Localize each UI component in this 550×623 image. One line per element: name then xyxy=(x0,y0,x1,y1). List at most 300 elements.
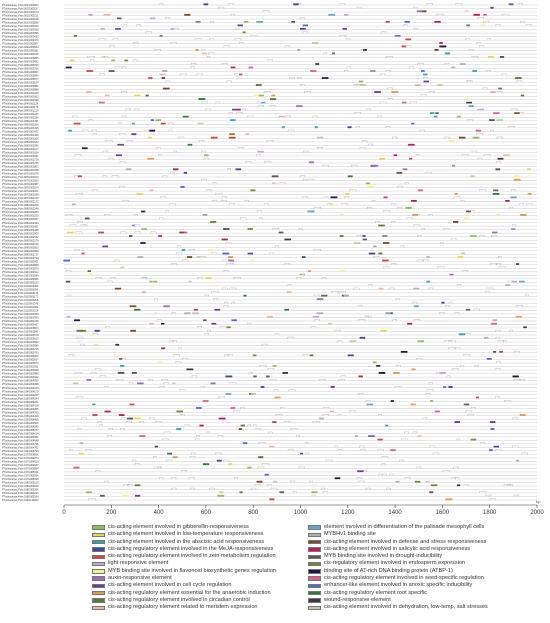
cis-element-box xyxy=(422,10,427,12)
cis-element-box xyxy=(119,358,122,360)
cis-element-box xyxy=(383,242,390,244)
row-label: PTrichocarpa_Potri.004G001247 xyxy=(2,112,39,116)
cis-element-box xyxy=(393,372,399,374)
cis-element-box xyxy=(493,193,500,195)
row-label: PTrichocarpa_Potri.018G005206 xyxy=(2,488,39,492)
cis-element-box xyxy=(134,95,140,97)
row-label: PTrichocarpa_Potri.002G000433 xyxy=(2,35,39,39)
legend-swatch xyxy=(308,533,321,537)
row-label: PTrichocarpa_Potri.016G004799 xyxy=(2,449,39,453)
legend-item xyxy=(92,553,297,560)
cis-element-box xyxy=(429,491,433,493)
legend-swatch xyxy=(308,555,321,559)
cis-element-box xyxy=(369,253,376,255)
legend-item xyxy=(92,539,297,546)
cis-element-box xyxy=(179,232,184,234)
cis-element-box xyxy=(488,56,494,58)
legend-swatch xyxy=(92,525,105,529)
row-label: PTrichocarpa_Potri.008G002357 xyxy=(2,218,39,222)
axis-unit-label: bp xyxy=(536,499,541,504)
cis-element-box xyxy=(167,453,172,455)
cis-element-box xyxy=(173,456,178,458)
row-label: PTrichocarpa_Potri.018G005243 xyxy=(2,492,39,496)
row-label: PTrichocarpa_Potri.009G002468 xyxy=(2,228,39,232)
cis-element-box xyxy=(490,7,493,9)
cis-element-box xyxy=(239,491,242,493)
legend-item xyxy=(92,531,297,538)
legend-item xyxy=(308,575,513,582)
row-label: PTrichocarpa_Potri.001G000211 xyxy=(2,14,39,18)
row-label: PTrichocarpa_Potri.003G000840 xyxy=(2,74,39,78)
cis-element-box xyxy=(396,172,402,174)
cis-element-box xyxy=(358,376,362,378)
cis-element-box xyxy=(418,435,422,437)
row-label: PTrichocarpa_Potri.009G002579 xyxy=(2,239,39,243)
cis-element-box xyxy=(95,330,100,332)
cis-element-box xyxy=(184,312,190,314)
row-label: PTrichocarpa_Potri.016G004688 xyxy=(2,439,39,443)
cis-element-box xyxy=(102,246,108,248)
cis-element-box xyxy=(493,351,496,353)
cis-element-box xyxy=(225,376,232,378)
cis-element-box xyxy=(153,281,157,283)
legend-label: MYB binding site involved in flavonoid biosynthetic genes regulation xyxy=(108,567,276,574)
cis-element-box xyxy=(391,91,398,93)
row-label: PTrichocarpa_Potri.007G001876 xyxy=(2,172,39,176)
cis-element-box xyxy=(310,354,313,356)
row-label: PTrichocarpa_Potri.001G000322 xyxy=(2,25,39,29)
cis-element-box xyxy=(405,39,411,41)
x-tick-label: 200 xyxy=(106,510,117,516)
cis-element-box xyxy=(340,214,344,216)
row-label: PTrichocarpa_Potri.011G003282 xyxy=(2,306,39,310)
row-label: PTrichocarpa_Potri.016G004577 xyxy=(2,428,39,432)
cis-element-box xyxy=(246,133,250,135)
cis-element-box xyxy=(117,144,124,146)
row-label: PTrichocarpa_Potri.001G000137 xyxy=(2,7,39,11)
x-tick-label: 1000 xyxy=(293,510,308,516)
cis-element-box xyxy=(187,256,192,258)
legend-item xyxy=(308,604,513,611)
cis-element-box xyxy=(279,491,284,493)
cis-element-box xyxy=(459,333,465,335)
cis-element-box xyxy=(316,312,323,314)
cis-element-box xyxy=(149,281,152,283)
legend-item xyxy=(308,590,513,597)
row-label: PTrichocarpa_Potri.006G001765 xyxy=(2,162,39,166)
cis-element-box xyxy=(231,319,237,321)
cis-element-box xyxy=(321,295,327,297)
row-label: PTrichocarpa_Potri.002G000581 xyxy=(2,49,39,53)
row-label: PTrichocarpa_Potri.004G001062 xyxy=(2,95,39,99)
cis-element-box xyxy=(184,14,190,16)
cis-element-box xyxy=(363,239,367,241)
legend-swatch xyxy=(308,598,321,602)
legend-label: cis-acting element involved in cell cycle regulation xyxy=(108,582,232,589)
row-label: PTrichocarpa_Potri.001G000285 xyxy=(2,21,39,25)
cis-element-box xyxy=(434,21,440,23)
cis-element-box xyxy=(148,137,152,139)
cis-element-box xyxy=(279,116,284,118)
legend-item xyxy=(308,531,513,538)
cis-element-box xyxy=(378,439,383,441)
row-label: PTrichocarpa_Potri.015G004355 xyxy=(2,407,39,411)
cis-element-box xyxy=(383,196,387,198)
cis-element-box xyxy=(256,21,263,23)
legend-item xyxy=(92,604,297,611)
cis-element-box xyxy=(366,404,373,406)
cis-element-box xyxy=(449,140,455,142)
row-label: PTrichocarpa_Potri.011G003097 xyxy=(2,288,39,292)
legend-swatch xyxy=(308,547,321,551)
cis-element-box xyxy=(273,365,277,367)
row-label: PTrichocarpa_Potri.012G003467 xyxy=(2,323,39,327)
cis-element-box xyxy=(243,442,248,444)
cis-element-box xyxy=(104,411,110,413)
legend-label: cis-regulatory element involved in endosperm expression xyxy=(324,560,466,567)
cis-element-box xyxy=(202,53,207,55)
cis-element-box xyxy=(134,418,140,420)
legend-label: cis-acting element involved in gibberellin-responsiveness xyxy=(108,524,249,530)
cis-element-box xyxy=(140,242,145,244)
legend-label: cis-acting regulatory element involved in zein metabolism regulation xyxy=(108,553,276,560)
legend-item xyxy=(92,590,297,597)
cis-element-box xyxy=(258,456,263,458)
cis-element-box xyxy=(161,347,165,349)
cis-element-box xyxy=(136,193,143,195)
legend-item xyxy=(308,582,513,589)
cis-element-box xyxy=(161,323,164,325)
cis-element-box xyxy=(287,291,292,293)
cis-element-box xyxy=(435,411,440,413)
cis-element-box xyxy=(158,361,163,363)
row-label: PTrichocarpa_Potri.006G001580 xyxy=(2,144,39,148)
cis-element-box xyxy=(149,130,155,132)
cis-element-box xyxy=(514,179,521,181)
cis-element-box xyxy=(310,70,316,72)
row-label: PTrichocarpa_Potri.003G000951 xyxy=(2,84,39,88)
cis-element-box xyxy=(73,467,79,469)
cis-element-box xyxy=(350,340,357,342)
row-label: PTrichocarpa_Potri.002G000396 xyxy=(2,32,39,36)
cis-element-box xyxy=(491,323,497,325)
cis-element-box xyxy=(359,81,364,83)
cis-element-box xyxy=(129,235,132,237)
row-label: PTrichocarpa_Potri.007G002061 xyxy=(2,190,39,194)
cis-element-box xyxy=(303,24,308,26)
cis-element-box xyxy=(315,126,318,128)
row-label: PTrichocarpa_Potri.003G000766 xyxy=(2,67,39,71)
cis-element-box xyxy=(311,491,317,493)
cis-element-box xyxy=(374,91,381,93)
cis-element-box xyxy=(423,81,428,83)
cis-element-box xyxy=(457,116,461,118)
cis-element-box xyxy=(98,232,104,234)
cis-element-box xyxy=(282,126,285,128)
cis-element-box xyxy=(229,137,236,139)
cis-element-box xyxy=(151,119,154,121)
cis-element-box xyxy=(293,3,299,5)
cis-element-box xyxy=(520,214,527,216)
cis-element-box xyxy=(466,309,471,311)
row-label: PTrichocarpa_Potri.013G003763 xyxy=(2,351,39,355)
cis-element-box xyxy=(301,274,304,276)
cis-element-box xyxy=(265,474,269,476)
legend-label: cis-acting regulatory element essential for the anaerobic induction xyxy=(108,589,271,596)
cis-element-box xyxy=(317,298,324,300)
row-label: PTrichocarpa_Potri.007G002024 xyxy=(2,186,39,190)
x-tick-label: 0 xyxy=(62,510,66,516)
row-label: PTrichocarpa_Potri.018G005280 xyxy=(2,495,39,499)
x-tick-label: 1800 xyxy=(483,510,497,516)
cis-element-box xyxy=(317,137,323,139)
cis-element-box xyxy=(177,411,183,413)
row-label: PTrichocarpa_Potri.011G003060 xyxy=(2,284,39,288)
legend-label: light responsive element xyxy=(108,560,169,567)
cis-element-box xyxy=(135,484,141,486)
cis-element-box xyxy=(162,70,167,72)
row-label: PTrichocarpa_Potri.005G001469 xyxy=(2,133,39,137)
cis-element-box xyxy=(232,109,236,111)
cis-element-box xyxy=(491,428,495,430)
cis-element-box xyxy=(146,95,149,97)
cis-element-box xyxy=(496,214,499,216)
cis-element-box xyxy=(241,425,245,427)
cis-element-box xyxy=(494,446,499,448)
cis-element-box xyxy=(328,323,332,325)
cis-element-box xyxy=(471,439,477,441)
cis-element-box xyxy=(315,63,319,65)
cis-element-box xyxy=(243,31,246,33)
cis-element-box xyxy=(139,435,145,437)
row-label: PTrichocarpa_Potri.006G001691 xyxy=(2,155,39,159)
cis-element-box xyxy=(82,253,85,255)
cis-element-box xyxy=(211,137,218,139)
cis-element-box xyxy=(344,14,348,16)
cis-element-box xyxy=(188,281,191,283)
cis-element-box xyxy=(512,376,518,378)
row-label: PTrichocarpa_Potri.010G002801 xyxy=(2,260,39,264)
cis-element-box xyxy=(466,24,470,26)
cis-element-box xyxy=(173,168,178,170)
cis-element-box xyxy=(489,449,493,451)
legend-swatch xyxy=(308,591,321,595)
row-label: PTrichocarpa_Potri.016G004725 xyxy=(2,442,39,446)
legend-label: cis-acting regulatory element related to meristem expression xyxy=(108,604,258,611)
row-label: PTrichocarpa_Potri.003G000692 xyxy=(2,60,39,64)
row-label: PTrichocarpa_Potri.002G000655 xyxy=(2,56,39,60)
cis-element-box xyxy=(379,158,385,160)
cis-element-box xyxy=(86,91,92,93)
legend xyxy=(92,524,512,620)
cis-element-box xyxy=(78,175,82,177)
row-label: PTrichocarpa_Potri.005G001395 xyxy=(2,126,39,130)
cis-element-box xyxy=(137,383,144,385)
cis-element-box xyxy=(204,154,209,156)
cis-element-box xyxy=(195,49,198,51)
cis-element-box xyxy=(411,369,415,371)
cis-element-box xyxy=(142,291,146,293)
cis-element-box xyxy=(162,77,165,79)
cis-element-box xyxy=(100,495,105,497)
cis-element-box xyxy=(149,323,153,325)
row-label: PTrichocarpa_Potri.015G004244 xyxy=(2,397,39,401)
cis-element-box xyxy=(417,10,422,12)
legend-label: cis-acting regulatory element involved in circadian control xyxy=(108,596,250,603)
cis-element-box xyxy=(395,481,399,483)
cis-element-box xyxy=(319,418,324,420)
cis-element-box xyxy=(228,256,233,258)
cis-element-box xyxy=(161,123,166,125)
cis-element-box xyxy=(411,200,417,202)
cis-element-box xyxy=(331,386,335,388)
cis-element-box xyxy=(426,281,429,283)
cis-element-box xyxy=(132,372,137,374)
legend-swatch xyxy=(308,606,321,610)
cis-element-box xyxy=(256,84,262,86)
row-label: PTrichocarpa_Potri.011G003208 xyxy=(2,298,39,302)
row-label: PTrichocarpa_Potri.014G003985 xyxy=(2,372,39,376)
cis-element-box xyxy=(118,372,125,374)
cis-element-box xyxy=(131,133,136,135)
row-label: PTrichocarpa_Potri.003G000914 xyxy=(2,81,39,85)
row-label: PTrichocarpa_Potri.011G003171 xyxy=(2,295,39,299)
cis-element-box xyxy=(170,28,174,30)
row-label: PTrichocarpa_Potri.007G002098 xyxy=(2,193,39,197)
cis-element-box xyxy=(257,481,263,483)
cis-element-box xyxy=(226,393,232,395)
cis-element-box xyxy=(217,460,222,462)
row-label: PTrichocarpa_Potri.002G000470 xyxy=(2,39,39,43)
row-label: PTrichocarpa_Potri.017G004910 xyxy=(2,460,39,464)
cis-element-box xyxy=(186,369,193,371)
cis-element-box xyxy=(466,102,472,104)
cis-element-box xyxy=(183,116,189,118)
cis-element-box xyxy=(126,168,132,170)
cis-element-box xyxy=(386,21,390,23)
cis-element-box xyxy=(197,256,201,258)
cis-element-box xyxy=(66,281,70,283)
cis-element-box xyxy=(104,14,111,16)
cis-element-box xyxy=(137,256,143,258)
cis-element-box xyxy=(296,105,303,107)
cis-element-box xyxy=(354,242,361,244)
cis-element-box xyxy=(503,154,510,156)
cis-element-box xyxy=(451,67,455,69)
cis-element-box xyxy=(282,372,288,374)
cis-element-box xyxy=(477,109,484,111)
row-label: PTrichocarpa_Potri.001G000100 xyxy=(2,4,39,8)
row-label: PTrichocarpa_Potri.006G001802 xyxy=(2,165,39,169)
cis-element-box xyxy=(401,351,408,353)
row-label: PTrichocarpa_Potri.007G001913 xyxy=(2,176,39,180)
row-label: PTrichocarpa_Potri.017G005095 xyxy=(2,478,39,482)
cis-element-box xyxy=(269,498,274,500)
cis-element-box xyxy=(480,24,485,26)
row-label: PTrichocarpa_Potri.006G001654 xyxy=(2,151,39,155)
legend-item xyxy=(92,575,297,582)
cis-element-box xyxy=(196,407,202,409)
legend-label: MYBHv1 binding site xyxy=(324,531,376,538)
cis-element-box xyxy=(514,175,519,177)
row-label: PTrichocarpa_Potri.013G003726 xyxy=(2,348,39,352)
row-label: PTrichocarpa_Potri.010G002838 xyxy=(2,263,39,267)
legend-label: cis-acting element involved in the abscisic acid responsiveness xyxy=(108,538,265,545)
cis-element-box xyxy=(230,119,236,121)
legend-item xyxy=(308,597,513,604)
legend-item xyxy=(308,560,513,567)
legend-label: wound-responsive element xyxy=(324,596,391,603)
cis-element-box xyxy=(115,28,121,30)
cis-element-box xyxy=(72,204,76,206)
cis-element-box xyxy=(493,189,498,191)
cis-element-box xyxy=(527,168,531,170)
legend-swatch xyxy=(92,555,105,559)
row-label: PTrichocarpa_Potri.004G001136 xyxy=(2,102,39,106)
cis-element-box xyxy=(421,70,425,72)
legend-swatch xyxy=(92,540,105,544)
row-label: PTrichocarpa_Potri.005G001358 xyxy=(2,123,39,127)
row-label: PTrichocarpa_Potri.017G004873 xyxy=(2,456,39,460)
cis-element-box xyxy=(257,151,263,153)
cis-element-box xyxy=(426,256,429,258)
row-label: PTrichocarpa_Potri.007G002135 xyxy=(2,197,39,201)
cis-element-box xyxy=(203,463,209,465)
row-label: PTrichocarpa_Potri.013G003689 xyxy=(2,344,39,348)
cis-element-box xyxy=(176,428,181,430)
cis-element-box xyxy=(202,214,207,216)
cis-element-box xyxy=(184,172,187,174)
cis-element-box xyxy=(342,28,347,30)
cis-element-box xyxy=(445,53,450,55)
row-label: PTrichocarpa_Potri.003G000803 xyxy=(2,70,39,74)
cis-element-box xyxy=(141,228,146,230)
cis-element-box xyxy=(458,256,464,258)
cis-element-box xyxy=(270,98,276,100)
cis-element-box xyxy=(414,305,419,307)
cis-elements xyxy=(63,3,532,500)
row-label: PTrichocarpa_Potri.001G000359 xyxy=(2,28,39,32)
row-label: PTrichocarpa_Potri.008G002394 xyxy=(2,221,39,225)
cis-element-box xyxy=(211,323,216,325)
cis-element-box xyxy=(284,239,291,241)
cis-element-box xyxy=(196,21,201,23)
row-label: PTrichocarpa_Potri.014G004059 xyxy=(2,379,39,383)
cis-element-box xyxy=(415,481,420,483)
cis-element-box xyxy=(347,126,351,128)
row-label: PTrichocarpa_Potri.017G005021 xyxy=(2,471,39,475)
cis-element-box xyxy=(297,49,300,51)
cis-element-box xyxy=(254,95,259,97)
cis-element-box xyxy=(449,274,453,276)
cis-element-box xyxy=(231,67,236,69)
cis-element-box xyxy=(86,491,92,493)
cis-element-box xyxy=(470,235,477,237)
cis-element-box xyxy=(229,133,235,135)
cis-element-box xyxy=(500,56,504,58)
cis-element-box xyxy=(214,309,220,311)
cis-element-box xyxy=(348,175,353,177)
cis-element-box xyxy=(93,344,98,346)
cis-element-box xyxy=(150,189,154,191)
cis-element-box xyxy=(228,260,234,262)
cis-element-box xyxy=(468,105,473,107)
cis-element-box xyxy=(217,495,224,497)
cis-element-box xyxy=(473,137,480,139)
row-label: PTrichocarpa_Potri.012G003504 xyxy=(2,327,39,331)
cis-element-box xyxy=(117,17,121,19)
row-label: PTrichocarpa_Potri.014G004170 xyxy=(2,390,39,394)
